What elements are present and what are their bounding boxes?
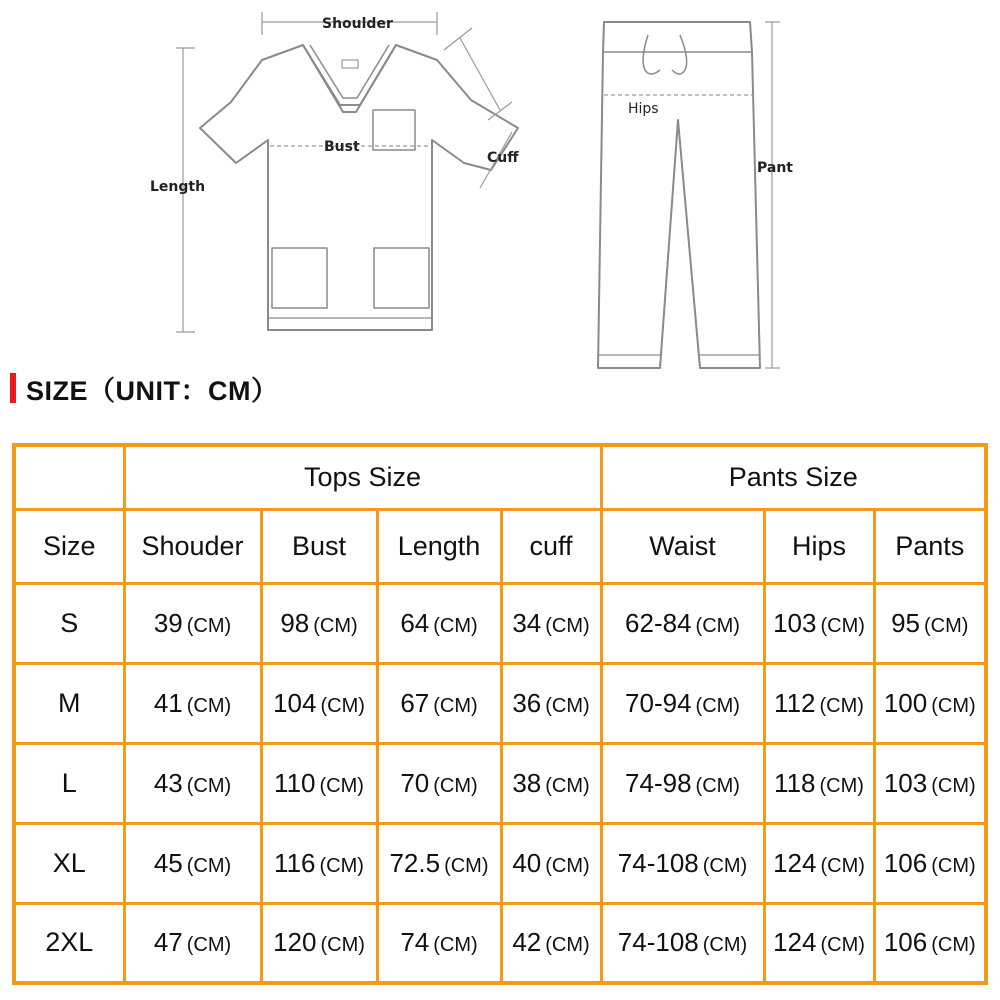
- size-diagram: [0, 0, 1000, 380]
- waist-value: 74-108: [617, 847, 699, 878]
- waist-value: 74-108: [617, 927, 699, 958]
- col-header-length: Length: [377, 509, 501, 583]
- cuff-cell: [501, 743, 601, 823]
- unit-label: (CM): [695, 774, 740, 797]
- unit-label: (CM): [820, 614, 865, 637]
- pants-value: 103: [883, 767, 928, 798]
- unit-label: (CM): [319, 854, 364, 877]
- length-cell: [377, 743, 501, 823]
- shoulder-cell: [124, 663, 261, 743]
- label-hips: Hips: [628, 101, 659, 117]
- label-length: Length: [150, 179, 206, 195]
- shoulder-value: 47: [153, 927, 183, 958]
- size-cell: 2XL: [14, 903, 124, 983]
- corner-cell: [14, 445, 124, 509]
- waist-cell: [601, 823, 764, 903]
- group-header-row: [14, 445, 986, 509]
- shoulder-value: 41: [153, 687, 183, 718]
- bust-value: 104: [273, 687, 317, 718]
- waist-cell: [601, 583, 764, 663]
- pants-cell: [874, 823, 986, 903]
- cuff-cell: [501, 663, 601, 743]
- hips-cell: [764, 743, 874, 823]
- hips-value: 118: [774, 767, 816, 798]
- pants-cell: [874, 903, 986, 983]
- waist-value: 62-84: [625, 607, 692, 638]
- unit-label: (CM): [931, 934, 976, 957]
- col-header-pants: Pants: [874, 509, 986, 583]
- bust-value: 98: [280, 607, 310, 638]
- col-header-waist: Waist: [601, 509, 764, 583]
- waist-value: 74-98: [625, 767, 692, 798]
- pants-value: 100: [883, 687, 928, 718]
- pants-measure-lines: [604, 22, 780, 368]
- col-header-bust: Bust: [261, 509, 377, 583]
- label-shoulder: Shoulder: [322, 16, 393, 32]
- pants-cell: [874, 663, 986, 743]
- shoulder-cell: [124, 583, 261, 663]
- unit-label: (CM): [545, 854, 590, 877]
- heading-accent-bar: [10, 373, 16, 403]
- unit-label: (CM): [545, 614, 590, 637]
- pants-cell: [874, 583, 986, 663]
- shoulder-cell: [124, 743, 261, 823]
- size-cell: L: [14, 743, 124, 823]
- unit-label: (CM): [433, 694, 478, 717]
- unit-label: (CM): [819, 694, 864, 717]
- shoulder-value: 43: [153, 767, 183, 798]
- unit-label: (CM): [186, 774, 232, 797]
- unit-label: (CM): [433, 774, 478, 797]
- pants-value: 106: [883, 847, 928, 878]
- cuff-value: 38: [512, 767, 542, 798]
- length-cell: [377, 903, 501, 983]
- unit-label: (CM): [186, 694, 232, 717]
- cuff-cell: [501, 823, 601, 903]
- hips-cell: [764, 583, 874, 663]
- unit-label: (CM): [186, 854, 232, 877]
- size-chart-table: [12, 443, 988, 985]
- shoulder-cell: [124, 903, 261, 983]
- unit-label: (CM): [545, 934, 590, 957]
- unit-label: (CM): [433, 614, 478, 637]
- bust-cell: [261, 823, 377, 903]
- cuff-value: 42: [512, 927, 542, 958]
- length-cell: [377, 663, 501, 743]
- hips-value: 124: [773, 847, 817, 878]
- unit-label: (CM): [320, 934, 365, 957]
- bust-value: 110: [274, 767, 316, 798]
- unit-label: (CM): [433, 934, 478, 957]
- unit-label: (CM): [931, 694, 976, 717]
- pants-value: 106: [883, 927, 928, 958]
- unit-label: (CM): [931, 774, 976, 797]
- hips-value: 103: [773, 607, 817, 638]
- pants-value: 95: [891, 607, 920, 638]
- shoulder-value: 39: [153, 607, 183, 638]
- length-cell: [377, 823, 501, 903]
- label-pant: Pant: [757, 160, 793, 176]
- bust-cell: [261, 663, 377, 743]
- table-row: [14, 903, 986, 983]
- unit-label: (CM): [820, 934, 865, 957]
- unit-label: (CM): [820, 854, 865, 877]
- unit-label: (CM): [931, 854, 976, 877]
- unit-label: (CM): [186, 934, 232, 957]
- unit-label: (CM): [695, 694, 740, 717]
- label-bust: Bust: [324, 139, 360, 155]
- table-row: [14, 823, 986, 903]
- unit-label: (CM): [320, 694, 365, 717]
- unit-label: (CM): [702, 934, 748, 957]
- hips-cell: [764, 823, 874, 903]
- col-header-hips: Hips: [764, 509, 874, 583]
- cuff-value: 40: [512, 847, 542, 878]
- waist-cell: [601, 743, 764, 823]
- size-cell: XL: [14, 823, 124, 903]
- length-value: 74: [400, 927, 430, 958]
- unit-label: (CM): [319, 774, 364, 797]
- unit-label: (CM): [819, 774, 864, 797]
- bust-value: 116: [274, 847, 316, 878]
- unit-label: (CM): [313, 614, 358, 637]
- col-header-cuff: cuff: [501, 509, 601, 583]
- label-cuff: Cuff: [487, 150, 519, 166]
- unit-label: (CM): [186, 614, 232, 637]
- garment-illustration: [0, 0, 1000, 380]
- table-row: [14, 663, 986, 743]
- length-cell: [377, 583, 501, 663]
- hips-value: 112: [774, 687, 816, 718]
- length-value: 67: [400, 687, 430, 718]
- waist-cell: [601, 663, 764, 743]
- col-header-shoulder: Shouder: [124, 509, 261, 583]
- tops-size-header: Tops Size: [124, 445, 601, 509]
- hips-value: 124: [773, 927, 817, 958]
- cuff-cell: [501, 583, 601, 663]
- unit-label: (CM): [545, 694, 590, 717]
- hips-cell: [764, 663, 874, 743]
- scrub-top-drawing: [200, 45, 518, 330]
- unit-label: (CM): [695, 614, 740, 637]
- size-cell: M: [14, 663, 124, 743]
- shoulder-value: 45: [153, 847, 183, 878]
- length-value: 72.5: [389, 847, 441, 878]
- shoulder-cell: [124, 823, 261, 903]
- cuff-value: 34: [512, 607, 542, 638]
- waist-value: 70-94: [625, 687, 692, 718]
- size-heading: [10, 368, 279, 408]
- unit-label: (CM): [545, 774, 590, 797]
- bust-value: 120: [273, 927, 317, 958]
- waist-cell: [601, 903, 764, 983]
- hips-cell: [764, 903, 874, 983]
- size-cell: S: [14, 583, 124, 663]
- pants-cell: [874, 743, 986, 823]
- unit-label: (CM): [924, 614, 969, 637]
- col-header-size: Size: [14, 509, 124, 583]
- table-row: [14, 743, 986, 823]
- unit-label: (CM): [702, 854, 748, 877]
- bust-cell: [261, 583, 377, 663]
- length-value: 64: [400, 607, 430, 638]
- table-row: [14, 583, 986, 663]
- size-heading-text: SIZE（UNIT：CM）: [26, 375, 279, 406]
- scrub-pants-drawing: [598, 22, 760, 368]
- cuff-value: 36: [512, 687, 542, 718]
- cuff-cell: [501, 903, 601, 983]
- length-value: 70: [400, 767, 430, 798]
- pants-size-header: Pants Size: [601, 445, 986, 509]
- bust-cell: [261, 743, 377, 823]
- bust-cell: [261, 903, 377, 983]
- unit-label: (CM): [444, 854, 489, 877]
- column-header-row: [14, 509, 986, 583]
